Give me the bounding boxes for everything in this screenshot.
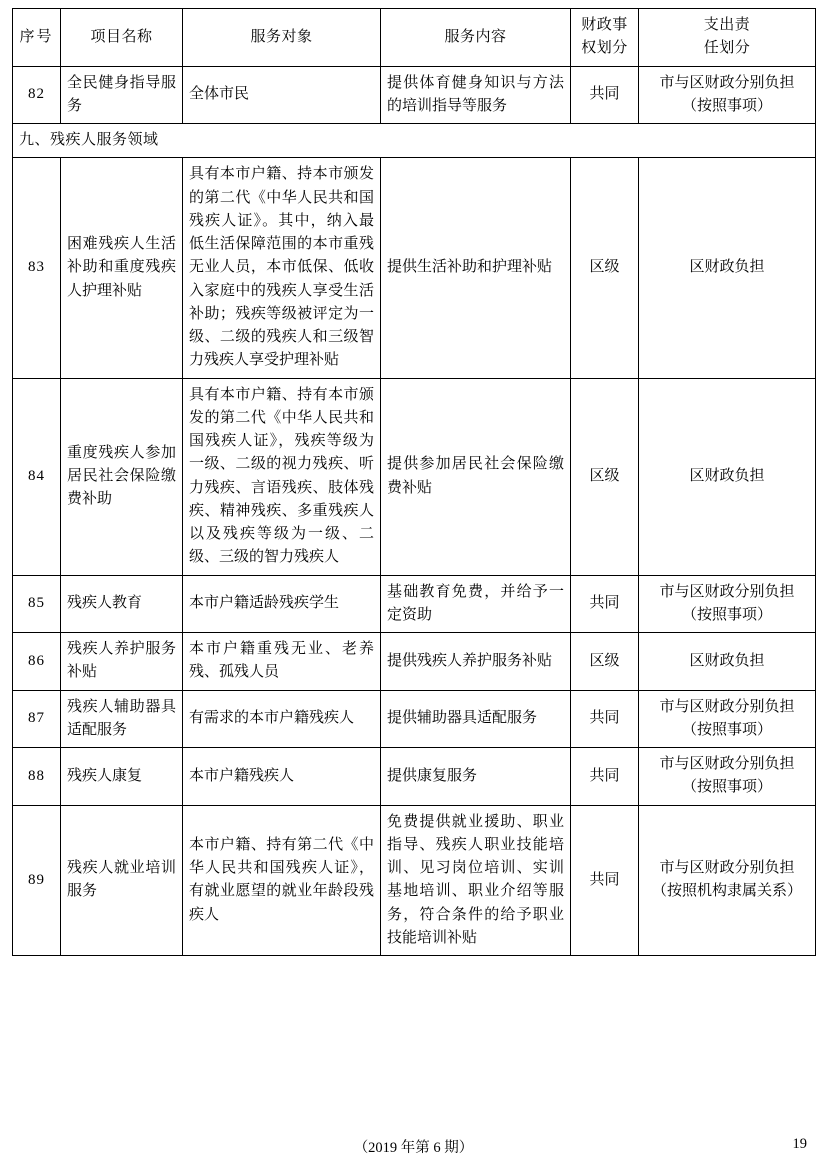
row-item-name: 残疾人康复 — [61, 748, 183, 806]
row-service-target: 本市户籍残疾人 — [183, 748, 381, 806]
row-expenditure-responsibility-line2: （按照事项） — [681, 721, 772, 738]
table-body — [13, 66, 816, 956]
row-expenditure-responsibility: 区财政负担 — [639, 378, 816, 575]
table-row — [13, 633, 816, 691]
column-header-expenditure-responsibility-line2: 任划分 — [703, 40, 751, 57]
row-number: 86 — [13, 633, 61, 691]
row-service-target: 本市户籍重残无业、老养残、孤残人员 — [183, 633, 381, 691]
footer-page-number: 19 — [792, 1136, 807, 1152]
row-expenditure-responsibility — [639, 805, 816, 956]
row-expenditure-responsibility-line2: （按照事项） — [681, 606, 772, 623]
table-row — [13, 805, 816, 956]
row-expenditure-responsibility: 区财政负担 — [639, 633, 816, 691]
table-row — [13, 690, 816, 748]
row-fiscal-authority: 共同 — [571, 748, 639, 806]
row-number: 83 — [13, 158, 61, 378]
row-expenditure-responsibility: 区财政负担 — [639, 158, 816, 378]
row-service-target: 全体市民 — [183, 66, 381, 124]
row-expenditure-responsibility — [639, 690, 816, 748]
row-service-target: 具有本市户籍、持有本市颁发的第二代《中华人民共和国残疾人证》，残疾等级为一级、二级的视力残疾、听力残疾、言语残疾、肢体残疾、精神残疾、多重残疾人以及残疾等级为一级、二级、三级的智力残疾人 — [183, 378, 381, 575]
row-service-content: 提供生活补助和护理补贴 — [381, 158, 571, 378]
row-expenditure-responsibility-line1: 市与区财政分别负担 — [659, 860, 795, 876]
column-header-target: 服务对象 — [183, 9, 381, 67]
row-expenditure-responsibility-line1: 市与区财政分别负担 — [659, 74, 795, 91]
row-number: 89 — [13, 805, 61, 956]
row-expenditure-responsibility-line2: （按照机构隶属关系） — [651, 883, 802, 900]
column-header-expenditure-responsibility-line1: 支出责 — [703, 17, 751, 33]
column-header-fiscal-authority-line1: 财政事 — [581, 17, 628, 33]
row-expenditure-responsibility-line1: 市与区财政分别负担 — [659, 583, 795, 600]
row-fiscal-authority: 共同 — [571, 690, 639, 748]
row-fiscal-authority: 共同 — [571, 66, 639, 124]
column-header-name: 项目名称 — [61, 9, 183, 67]
table-row — [13, 378, 816, 575]
row-expenditure-responsibility-line1: 市与区财政分别负担 — [659, 698, 795, 715]
row-fiscal-authority: 区级 — [571, 633, 639, 691]
page-footer — [12, 1136, 815, 1156]
column-header-fiscal-authority-line2: 权划分 — [581, 40, 628, 57]
row-expenditure-responsibility-line1: 市与区财政分别负担 — [659, 756, 795, 772]
row-service-target: 本市户籍、持有第二代《中华人民共和国残疾人证》，有就业愿望的就业年龄段残疾人 — [183, 805, 381, 956]
row-number: 88 — [13, 748, 61, 806]
row-item-name: 残疾人教育 — [61, 575, 183, 633]
service-items-table — [12, 8, 816, 956]
row-expenditure-responsibility-line2: （按照事项） — [681, 97, 772, 114]
table-row — [13, 748, 816, 806]
table-row — [13, 66, 816, 124]
row-service-content: 免费提供就业援助、职业指导、残疾人职业技能培训、见习岗位培训、实训基地培训、职业介绍等服务，符合条件的给予职业技能培训补贴 — [381, 805, 571, 956]
row-expenditure-responsibility-line2: （按照事项） — [681, 779, 772, 796]
row-number: 84 — [13, 378, 61, 575]
row-service-target: 有需求的本市户籍残疾人 — [183, 690, 381, 748]
row-item-name: 残疾人养护服务补贴 — [61, 633, 183, 691]
row-service-content: 提供辅助器具适配服务 — [381, 690, 571, 748]
row-fiscal-authority: 共同 — [571, 805, 639, 956]
row-service-content: 基础教育免费，并给予一定资助 — [381, 575, 571, 633]
row-number: 87 — [13, 690, 61, 748]
row-expenditure-responsibility — [639, 748, 816, 806]
row-item-name: 困难残疾人生活补助和重度残疾人护理补贴 — [61, 158, 183, 378]
row-item-name: 重度残疾人参加居民社会保险缴费补助 — [61, 378, 183, 575]
row-service-target: 本市户籍适龄残疾学生 — [183, 575, 381, 633]
footer-issue-label: （2019 年第 6 期） — [353, 1140, 474, 1156]
row-expenditure-responsibility — [639, 575, 816, 633]
row-fiscal-authority: 共同 — [571, 575, 639, 633]
row-service-content: 提供体育健身知识与方法的培训指导等服务 — [381, 66, 571, 124]
row-item-name: 残疾人辅助器具适配服务 — [61, 690, 183, 748]
table-header-row — [13, 9, 816, 67]
row-fiscal-authority: 区级 — [571, 378, 639, 575]
row-service-content: 提供残疾人养护服务补贴 — [381, 633, 571, 691]
table-row — [13, 158, 816, 378]
row-item-name: 全民健身指导服务 — [61, 66, 183, 124]
row-expenditure-responsibility — [639, 66, 816, 124]
row-fiscal-authority: 区级 — [571, 158, 639, 378]
column-header-content: 服务内容 — [381, 9, 571, 67]
table-header — [13, 9, 816, 67]
column-header-fiscal-authority — [571, 9, 639, 67]
row-service-content: 提供康复服务 — [381, 748, 571, 806]
column-header-no: 序号 — [13, 9, 61, 67]
section-title: 九、残疾人服务领域 — [13, 124, 816, 158]
column-header-expenditure-responsibility — [639, 9, 816, 67]
row-number: 85 — [13, 575, 61, 633]
table-row — [13, 575, 816, 633]
table-section-row — [13, 124, 816, 158]
row-item-name: 残疾人就业培训服务 — [61, 805, 183, 956]
row-number: 82 — [13, 66, 61, 124]
row-service-target: 具有本市户籍、持本市颁发的第二代《中华人民共和国残疾人证》。其中，纳入最低生活保障范围的本市重残无业人员，本市低保、低收入家庭中的残疾人享受生活补助；残疾等级被评定为一级、二级的残疾人和三级智力残疾人享受护理补贴 — [183, 158, 381, 378]
row-service-content: 提供参加居民社会保险缴费补贴 — [381, 378, 571, 575]
